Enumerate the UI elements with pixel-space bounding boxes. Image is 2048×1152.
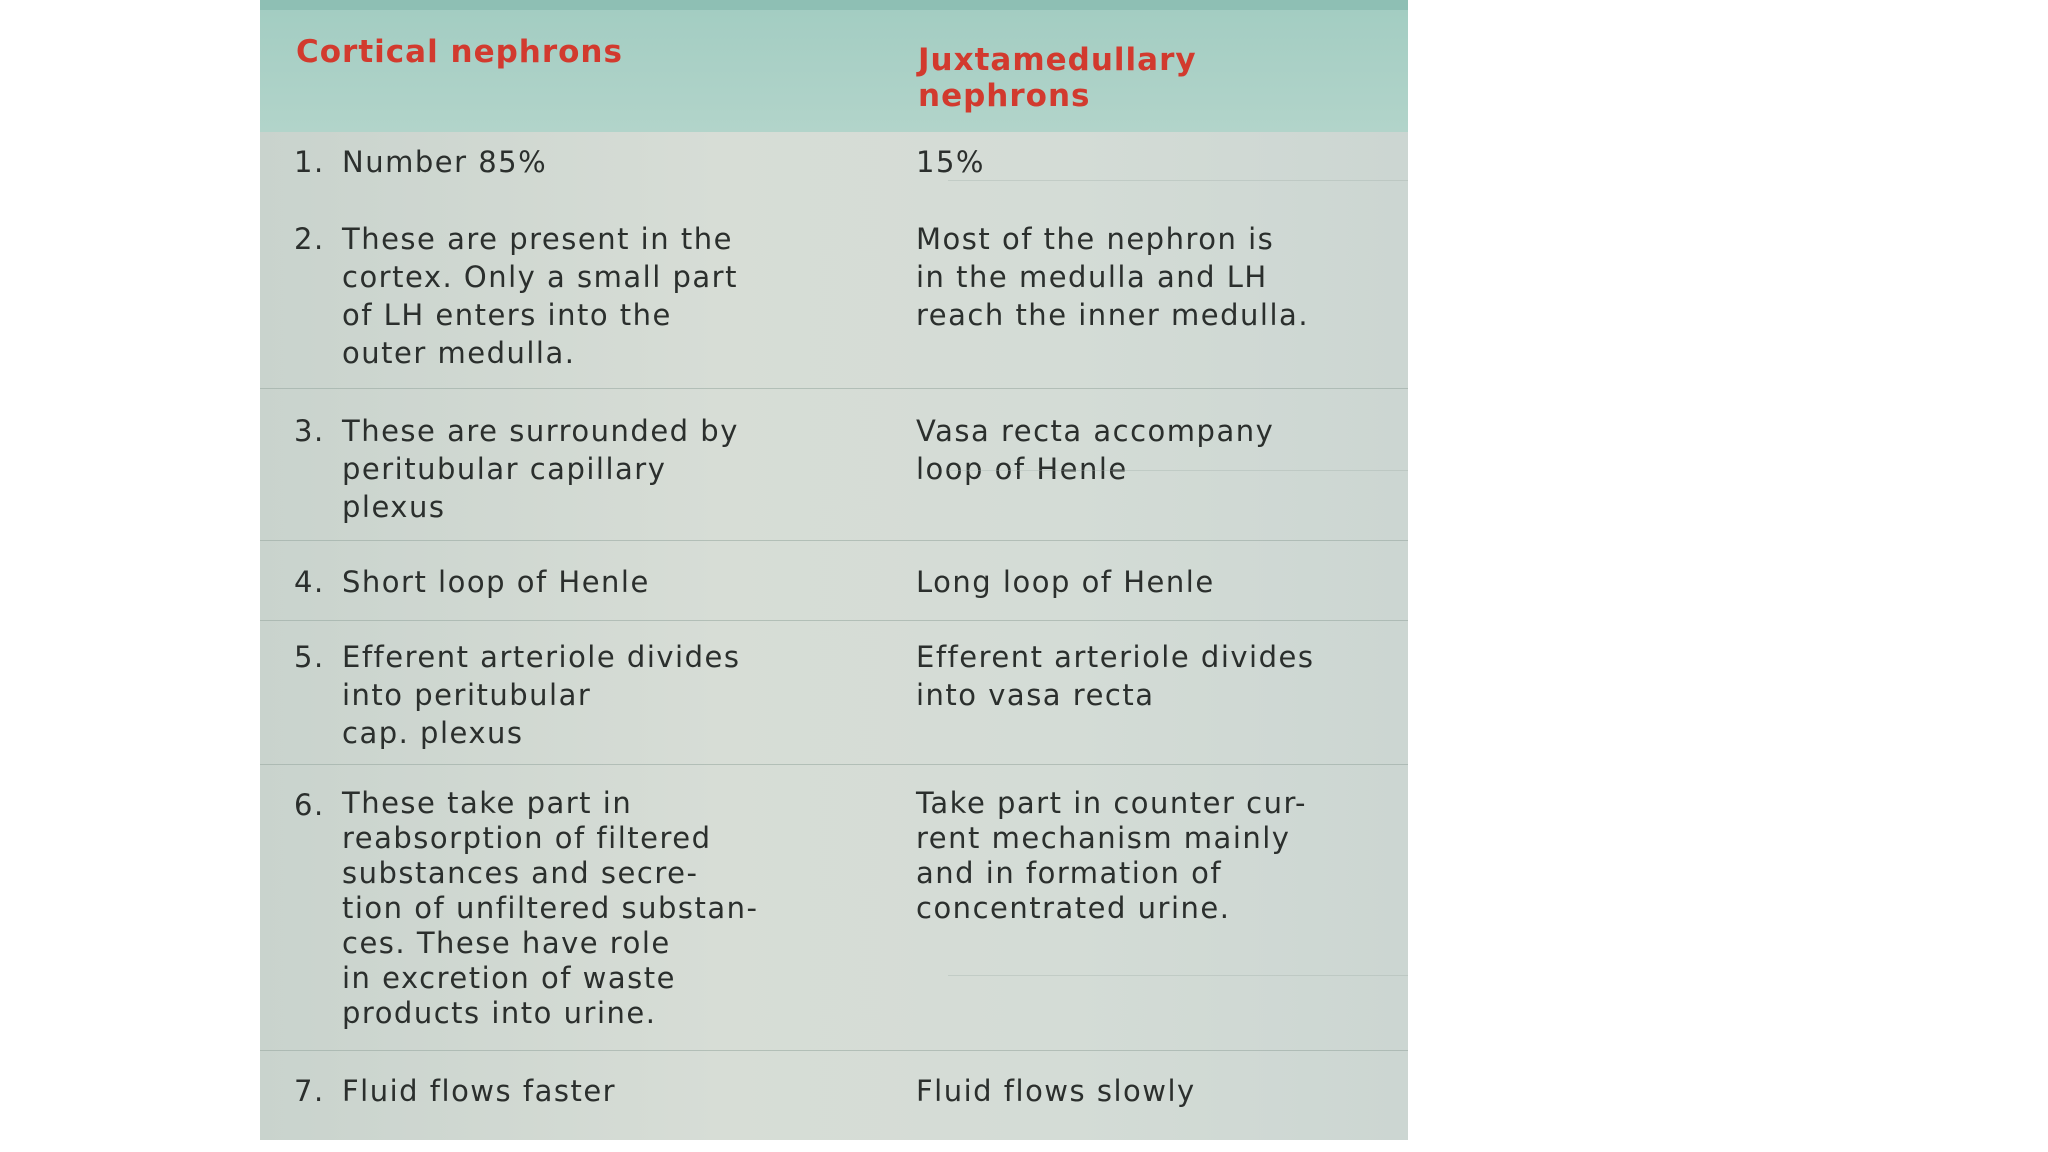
juxtamedullary-cell: Efferent arteriole divides into vasa recta <box>916 640 1315 712</box>
cortical-cell: These are surrounded by peritubular capillary plexus <box>342 414 739 524</box>
row-number: 5. <box>294 640 325 674</box>
document-photo <box>260 0 1408 1140</box>
juxtamedullary-cell: Vasa recta accompany loop of Henle <box>916 414 1275 486</box>
header-cortical-nephrons: Cortical nephrons <box>296 34 623 70</box>
bleed-through-line <box>948 470 1408 471</box>
juxtamedullary-cell: Most of the nephron is in the medulla and LH reach the inner medulla. <box>916 222 1310 332</box>
cortical-cell: Number 85% <box>342 145 548 179</box>
row-number: 7. <box>294 1074 325 1108</box>
row-number: 3. <box>294 414 325 448</box>
row-divider <box>260 388 1408 389</box>
bleed-through-line <box>948 975 1408 976</box>
row-number: 1. <box>294 145 325 179</box>
row-divider <box>260 1050 1408 1051</box>
juxtamedullary-cell: 15% <box>916 145 985 179</box>
row-divider <box>260 764 1408 765</box>
juxtamedullary-cell: Fluid flows slowly <box>916 1074 1196 1108</box>
row-number: 4. <box>294 565 325 599</box>
cortical-cell: Efferent arteriole divides into peritubular cap. plexus <box>342 640 741 750</box>
cortical-cell: Short loop of Henle <box>342 565 650 599</box>
table-header <box>260 10 1408 132</box>
row-divider <box>260 540 1408 541</box>
juxtamedullary-cell: Take part in counter cur- rent mechanism mainly and in formation of concentrated urine. <box>916 786 1308 925</box>
row-number: 2. <box>294 222 325 256</box>
juxtamedullary-cell: Long loop of Henle <box>916 565 1215 599</box>
row-number: 6. <box>294 788 325 822</box>
cortical-cell: These are present in the cortex. Only a small part of LH enters into the outer medulla. <box>342 222 738 370</box>
row-divider <box>260 620 1408 621</box>
bleed-through-line <box>948 180 1408 181</box>
header-juxtamedullary-nephrons: Juxtamedullary nephrons <box>918 42 1197 114</box>
cortical-cell: Fluid flows faster <box>342 1074 617 1108</box>
cortical-cell: These take part in reabsorption of filtered substances and secre- tion of unfiltered substan- ces. These have role in excretion of waste products into urine. <box>342 786 759 1030</box>
